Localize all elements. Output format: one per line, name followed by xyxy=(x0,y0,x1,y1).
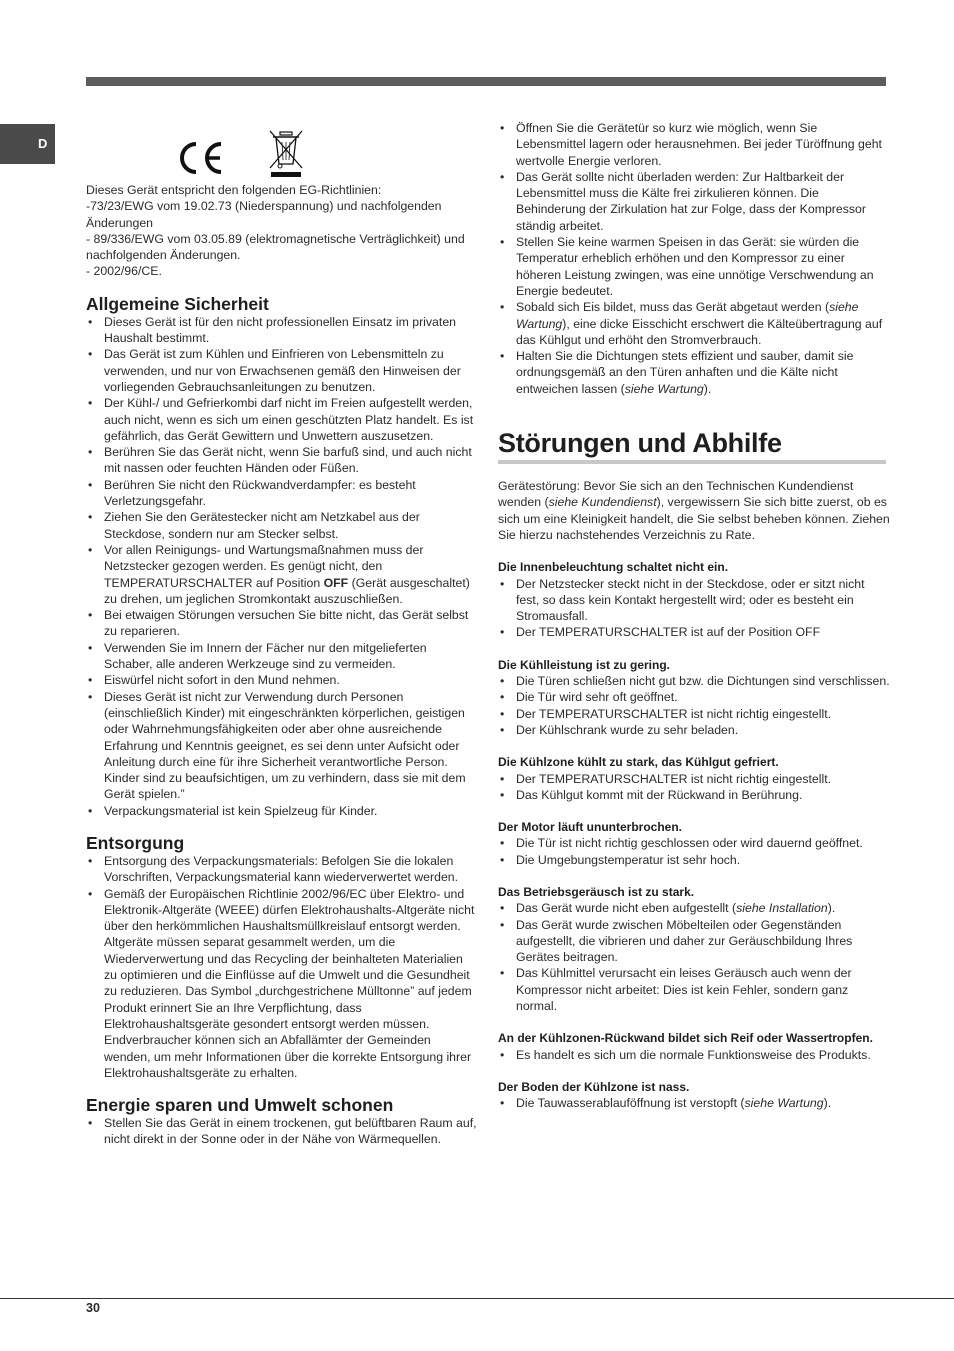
list-item: • Das Gerät sollte nicht überladen werden: Zur Haltbarkeit der Lebensmittel muss die Kälte frei zirkulieren können. Die Behinderung der Zirkulation hat zur Folge, dass der Kompressor ständig arbeitet. xyxy=(498,169,890,234)
list-item: • Der Netzstecker steckt nicht in der Steckdose, oder er sitzt nicht fest, so dass kein Kontakt hergestellt wird; oder es besteht ein Stromausfall. xyxy=(498,576,890,625)
list-item: • Die Umgebungstemperatur ist sehr hoch. xyxy=(498,852,890,868)
list-item: • Das Gerät ist zum Kühlen und Einfrieren von Lebensmitteln zu verwenden, und nur von Erwachsenen gemäß den Hinweisen der vorliegenden Gebrauchsanleitungen zu benutzen. xyxy=(86,346,478,395)
list-item: • Das Kühlmittel verursacht ein leises Geräusch auch wenn der Kompressor nicht arbeitet: Dies ist kein Fehler, sondern ganz normal. xyxy=(498,965,890,1014)
list-item: • Berühren Sie das Gerät nicht, wenn Sie barfuß sind, und auch nicht mit nassen oder feuchten Händen oder Füßen. xyxy=(86,444,478,477)
energy-list-left xyxy=(86,1115,478,1148)
right-column xyxy=(498,120,890,1112)
directive-line: -73/23/EWG vom 19.02.73 (Niederspannung) und nachfolgenden Änderungen xyxy=(86,199,442,230)
list-item: • Das Kühlgut kommt mit der Rückwand in Berührung. xyxy=(498,787,890,803)
troubleshooting-intro: Gerätestörung: Bevor Sie sich an den Technischen Kundendienst wenden (siehe Kundendienst), vergewissern Sie sich bitte zuerst, ob es sich um eine Kleinigkeit handelt, die Sie selbst beheben können. Ziehen Sie hierzu nachstehendes Verzeichnis zu Rate. xyxy=(498,479,890,542)
directives-text xyxy=(86,182,478,280)
troubleshooting-title: Störungen und Abhilfe xyxy=(498,428,782,459)
troubleshooting-section xyxy=(498,427,890,1112)
language-tab: D xyxy=(0,124,55,164)
list-item: • Die Tür wird sehr oft geöffnet. xyxy=(498,689,890,705)
energy-list-right xyxy=(498,120,890,397)
list-item: • Der Kühl-/ und Gefrierkombi darf nicht im Freien aufgestellt werden, auch nicht, wenn es sich um einen geschützten Platz handelt. Es ist gefährlich, das Gerät Gewittern und Unwettern auszusetzen. xyxy=(86,395,478,444)
solution-list xyxy=(498,835,890,868)
directive-line: Dieses Gerät entspricht den folgenden EG-Richtlinien: xyxy=(86,183,382,197)
disposal-heading: Entsorgung xyxy=(86,832,185,853)
list-item: • Stellen Sie das Gerät in einem trockenen, gut belüftbaren Raum auf, nicht direkt in der Sonne oder in der Nähe von Wärmequellen. xyxy=(86,1115,478,1148)
problem-heading: Der Motor läuft ununterbrochen. xyxy=(498,820,682,835)
footer-rule xyxy=(0,1298,954,1299)
list-item: • Verwenden Sie im Innern der Fächer nur den mitgelieferten Schaber, alle anderen Werkzeuge sind zu vermeiden. xyxy=(86,640,478,673)
list-item: • Bei etwaigen Störungen versuchen Sie bitte nicht, das Gerät selbst zu reparieren. xyxy=(86,607,478,640)
off-label: OFF xyxy=(323,575,349,590)
safety-heading: Allgemeine Sicherheit xyxy=(86,293,269,314)
crossed-bin-icon xyxy=(267,128,305,178)
solution-list xyxy=(498,673,890,738)
list-item: • Der Kühlschrank wurde zu sehr beladen. xyxy=(498,722,890,738)
list-item: • Es handelt es sich um die normale Funktionsweise des Produkts. xyxy=(498,1047,890,1063)
list-item: • Die Türen schließen nicht gut bzw. die Dichtungen sind verschlissen. xyxy=(498,673,890,689)
list-item: • Das Gerät wurde nicht eben aufgestellt (siehe Installation). xyxy=(498,900,890,916)
energy-heading: Energie sparen und Umwelt schonen xyxy=(86,1095,394,1116)
solution-list xyxy=(498,1047,890,1063)
list-item: • Die Tauwasserablauföffnung ist verstopft (siehe Wartung). xyxy=(498,1095,890,1111)
directive-line: - 2002/96/CE. xyxy=(86,264,162,279)
solution-list xyxy=(498,576,890,641)
disposal-list xyxy=(86,853,478,1081)
ce-mark-icon xyxy=(176,140,226,176)
solution-list xyxy=(498,1095,890,1111)
left-column xyxy=(86,118,478,1148)
solution-list xyxy=(498,771,890,804)
title-underline xyxy=(498,460,886,464)
certification-logos xyxy=(86,118,478,180)
list-item: • Die Tür ist nicht richtig geschlossen oder wird dauernd geöffnet. xyxy=(498,835,890,851)
list-item: • Der TEMPERATURSCHALTER ist nicht richtig eingestellt. xyxy=(498,706,890,722)
list-item: • Gemäß der Europäischen Richtlinie 2002/96/EC über Elektro- und Elektronik-Altgeräte (WEEE) dürfen Elektrohaushalts-Altgeräte nicht über den herkömmlichen Haushaltsmüllkreislauf entsorgt werden. Altgeräte müssen separat gesammelt werden, um die Wiederverwertung und das Recycling der beinhalteten Materialien zu optimieren und die Einflüsse auf die Umwelt und die Gesundheit zu reduzieren. Das Symbol „durchgestrichene Mülltonne” auf jedem Produkt erinnert Sie an Ihre Verpflichtung, dass Elektrohaushaltsgeräte gesondert entsorgt werden müssen. Endverbraucher können sich an Abfallämter der Gemeinden wenden, um mehr Informationen über die korrekte Entsorgung ihrer Elektrohaushaltsgeräte zu erhalten. xyxy=(86,886,478,1082)
page-number: 30 xyxy=(86,1301,100,1315)
problem-heading: Die Kühlzone kühlt zu stark, das Kühlgut gefriert. xyxy=(498,755,779,770)
solution-list xyxy=(498,900,890,1014)
list-item: • Halten Sie die Dichtungen stets effizient und sauber, damit sie ordnungsgemäß an den Türen anhaften und die Kälte nicht entweichen lassen (siehe Wartung). xyxy=(498,348,890,397)
problem-heading: Die Kühlleistung ist zu gering. xyxy=(498,657,671,672)
list-item: • Berühren Sie nicht den Rückwandverdampfer: es besteht Verletzungsgefahr. xyxy=(86,477,478,510)
header-bar xyxy=(86,77,886,86)
list-item: • Sobald sich Eis bildet, muss das Gerät abgetaut werden (siehe Wartung), eine dicke Eisschicht erschwert die Kälteübertragung auf das Kühlgut und erhöht den Stromverbrauch. xyxy=(498,299,890,348)
list-item: • Das Gerät wurde zwischen Möbelteilen oder Gegenständen aufgestellt, die vibrieren und daher zur Geräuschbildung Ihres Gerätes beitragen. xyxy=(498,917,890,966)
list-item: • Vor allen Reinigungs- und Wartungsmaßnahmen muss der Netzstecker gezogen werden. Es genügt nicht, den TEMPERATURSCHALTER auf Position OFF (Gerät ausgeschaltet) zu drehen, um jeglichen Stromkontakt auszuschließen. xyxy=(86,542,478,607)
directive-line: - 89/336/EWG vom 03.05.89 (elektromagnetische Verträglichkeit) und nachfolgenden Änderungen. xyxy=(86,231,465,263)
list-item: • Eiswürfel nicht sofort in den Mund nehmen. xyxy=(86,672,478,688)
list-item: • Der TEMPERATURSCHALTER ist nicht richtig eingestellt. xyxy=(498,771,890,787)
safety-list xyxy=(86,314,478,819)
list-item: • Verpackungsmaterial ist kein Spielzeug für Kinder. xyxy=(86,803,478,819)
list-item: • Dieses Gerät ist für den nicht professionellen Einsatz im privaten Haushalt bestimmt. xyxy=(86,314,478,347)
list-item: • Öffnen Sie die Gerätetür so kurz wie möglich, wenn Sie Lebensmittel lagern oder herausnehmen. Bei jeder Türöffnung geht wertvolle Energie verloren. xyxy=(498,120,890,169)
list-item: • Der TEMPERATURSCHALTER ist auf der Position OFF xyxy=(498,624,890,640)
list-item: • Entsorgung des Verpackungsmaterials: Befolgen Sie die lokalen Vorschriften, Verpackungsmaterial kann wiederverwertet werden. xyxy=(86,853,478,886)
list-item: • Stellen Sie keine warmen Speisen in das Gerät: sie würden die Temperatur erheblich erhöhen und den Kompressor zu einer höheren Leistung zwingen, was eine unnötige Verschwendung an Energie bedeutet. xyxy=(498,234,890,299)
problem-heading: An der Kühlzonen-Rückwand bildet sich Reif oder Wassertropfen. xyxy=(498,1031,873,1046)
list-item: • Ziehen Sie den Gerätestecker nicht am Netzkabel aus der Steckdose, sondern nur am Stecker selbst. xyxy=(86,509,478,542)
list-item: • Dieses Gerät ist nicht zur Verwendung durch Personen (einschließlich Kinder) mit eingeschränkten körperlichen, geistigen oder Wahrnehmungsfähigkeiten oder aber ohne ausreichende Erfahrung und Kenntnis geeignet, es sei denn unter Aufsicht oder Anleitung durch eine für ihre Sicherheit verantwortliche Person. Kinder sind zu beaufsichtigen, um zu verhindern, dass sie mit dem Gerät spielen.” xyxy=(86,689,478,803)
problem-heading: Die Innenbeleuchtung schaltet nicht ein. xyxy=(498,560,729,575)
problem-heading: Der Boden der Kühlzone ist nass. xyxy=(498,1079,690,1094)
problem-heading: Das Betriebsgeräusch ist zu stark. xyxy=(498,884,695,899)
